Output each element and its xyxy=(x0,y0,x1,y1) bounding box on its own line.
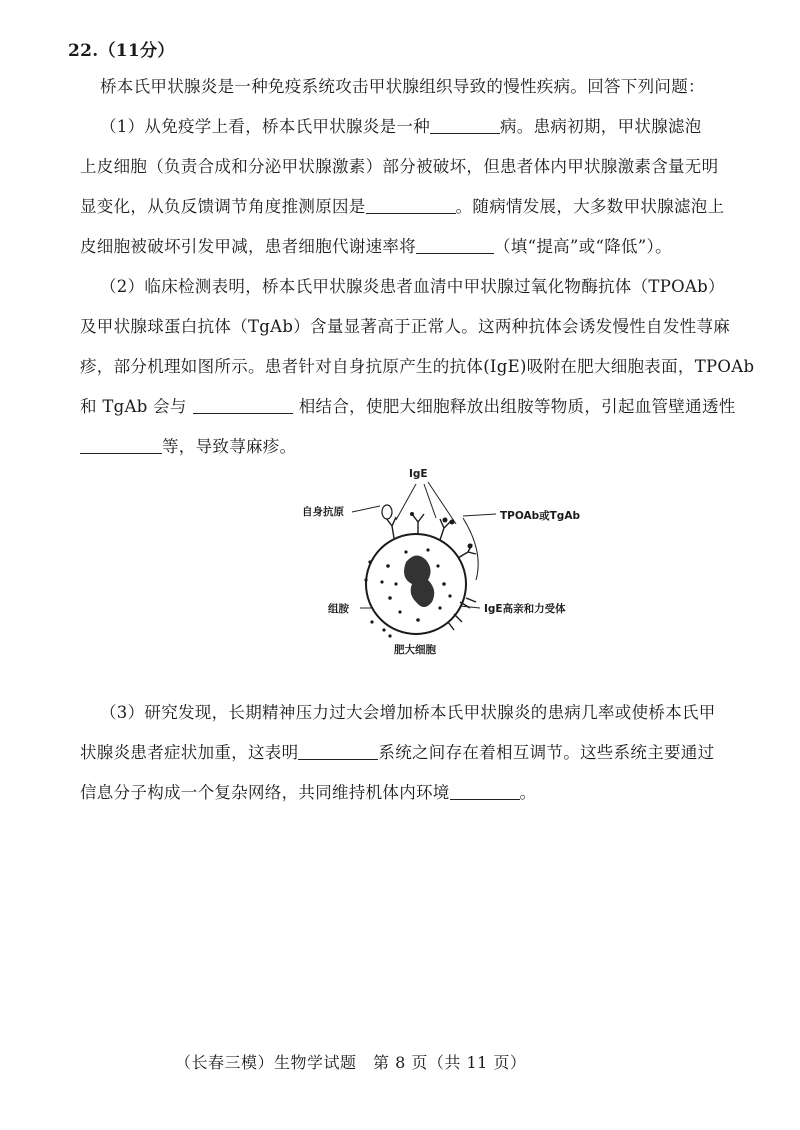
ige-leader-3 xyxy=(428,482,456,524)
part1-line4-b: （填“提高”或“降低”）。 xyxy=(494,237,672,256)
part3-line1: （3）研究发现，长期精神压力过大会增加桥本氏甲状腺炎的患病几率或使桥本氏甲 xyxy=(100,703,716,722)
part3-line3 xyxy=(80,782,536,804)
granule-released xyxy=(388,634,391,637)
antibody-blob xyxy=(410,512,414,516)
granule xyxy=(436,564,439,567)
ige-y-4 xyxy=(458,544,476,558)
antibody-blob xyxy=(450,520,455,525)
answer-blank-2[interactable] xyxy=(366,197,456,214)
ige-leader-2 xyxy=(424,484,436,518)
granule xyxy=(442,582,446,586)
antibody-blob xyxy=(443,518,448,523)
ige-y-2 xyxy=(412,514,424,534)
granule xyxy=(448,594,451,597)
granule xyxy=(386,564,390,568)
granule xyxy=(426,548,429,551)
answer-blank-5[interactable] xyxy=(80,437,162,454)
part1-line3-a: 显变化，从负反馈调节角度推测原因是 xyxy=(80,197,366,216)
part2-line4 xyxy=(80,396,736,418)
answer-blank-4[interactable] xyxy=(193,397,293,414)
part3-line3-b: 。 xyxy=(519,783,537,802)
label-self-antigen: 自身抗原 xyxy=(302,506,344,518)
self-antigen-leader xyxy=(352,506,380,512)
mast-cell-diagram xyxy=(288,462,608,662)
part1-line4-a: 皮细胞被破坏引发甲减，患者细胞代谢速率将 xyxy=(80,237,416,256)
self-antigen-shape xyxy=(382,505,392,519)
ige-y-1 xyxy=(386,517,396,538)
part1-line4 xyxy=(80,236,672,258)
label-tpoab-tgab: TPOAb或TgAb xyxy=(500,510,580,522)
question-points: （11分） xyxy=(98,41,175,61)
part2-line1: （2）临床检测表明，桥本氏甲状腺炎患者血清中甲状腺过氧化物酶抗体（TPOAb） xyxy=(100,277,725,296)
part2-line3: 疹，部分机理如图所示。患者针对自身抗原产生的抗体(IgE)吸附在肥大细胞表面，TPOAb xyxy=(80,357,755,376)
part1-line1-b: 病。患病初期，甲状腺滤泡 xyxy=(500,117,702,136)
part3-line2-a: 状腺炎患者症状加重，这表明 xyxy=(80,743,299,762)
part3-line2-b: 系统之间存在着相互调节。这些系统主要通过 xyxy=(378,743,715,762)
label-ige: IgE xyxy=(409,468,428,480)
tpoab-leader-curve xyxy=(463,518,478,580)
granule xyxy=(380,580,383,583)
granule-released xyxy=(370,620,373,623)
intro-text: 桥本氏甲状腺炎是一种免疫系统攻击甲状腺组织导致的慢性疾病。回答下列问题： xyxy=(100,77,705,96)
granule xyxy=(394,582,397,585)
question-number xyxy=(68,40,175,62)
antibody-blob xyxy=(468,544,473,549)
granule xyxy=(398,610,401,613)
page-footer: （长春三模）生物学试题 第 8 页（共 11 页） xyxy=(175,1053,527,1072)
label-receptor: IgE高亲和力受体 xyxy=(484,603,566,615)
part2-line4-b: 相结合，使肥大细胞释放出组胺等物质，引起血管壁通透性 xyxy=(298,397,736,416)
granule xyxy=(404,550,407,553)
granule xyxy=(438,606,441,609)
part1-line1-a: （1）从免疫学上看，桥本氏甲状腺炎是一种 xyxy=(100,117,430,136)
part3-line3-a: 信息分子构成一个复杂网络，共同维持机体内环境 xyxy=(80,783,450,802)
part3-line2 xyxy=(80,742,714,764)
part2-line2: 及甲状腺球蛋白抗体（TgAb）含量显著高于正常人。这两种抗体会诱发慢性自发性荨麻 xyxy=(80,317,731,336)
part1-line3-b: 。随病情发展，大多数甲状腺滤泡上 xyxy=(455,197,725,216)
label-histamine: 组胺 xyxy=(328,603,349,615)
granule-released xyxy=(382,628,385,631)
granule xyxy=(388,596,392,600)
answer-blank-6[interactable] xyxy=(298,743,378,760)
granule-released xyxy=(364,578,367,581)
question-number-text: 22. xyxy=(68,41,99,61)
granule-released xyxy=(368,560,371,563)
part2-line4-a: 和 TgAb 会与 xyxy=(80,397,187,416)
mast-cell-figure xyxy=(288,462,608,662)
answer-blank-3[interactable] xyxy=(416,237,494,254)
part1-line2: 上皮细胞（负责合成和分泌甲状腺激素）部分被破坏，但患者体内甲状腺激素含量无明 xyxy=(80,157,719,176)
figure-caption: 肥大细胞 xyxy=(394,644,436,656)
granule xyxy=(416,618,420,622)
part1-line1 xyxy=(100,116,702,138)
answer-blank-1[interactable] xyxy=(430,117,500,134)
part2-line5-b: 等，导致荨麻疹。 xyxy=(162,437,297,456)
answer-blank-7[interactable] xyxy=(450,783,520,800)
part1-line3 xyxy=(80,196,724,218)
part2-line5 xyxy=(80,436,296,458)
tpoab-leader xyxy=(463,514,496,516)
